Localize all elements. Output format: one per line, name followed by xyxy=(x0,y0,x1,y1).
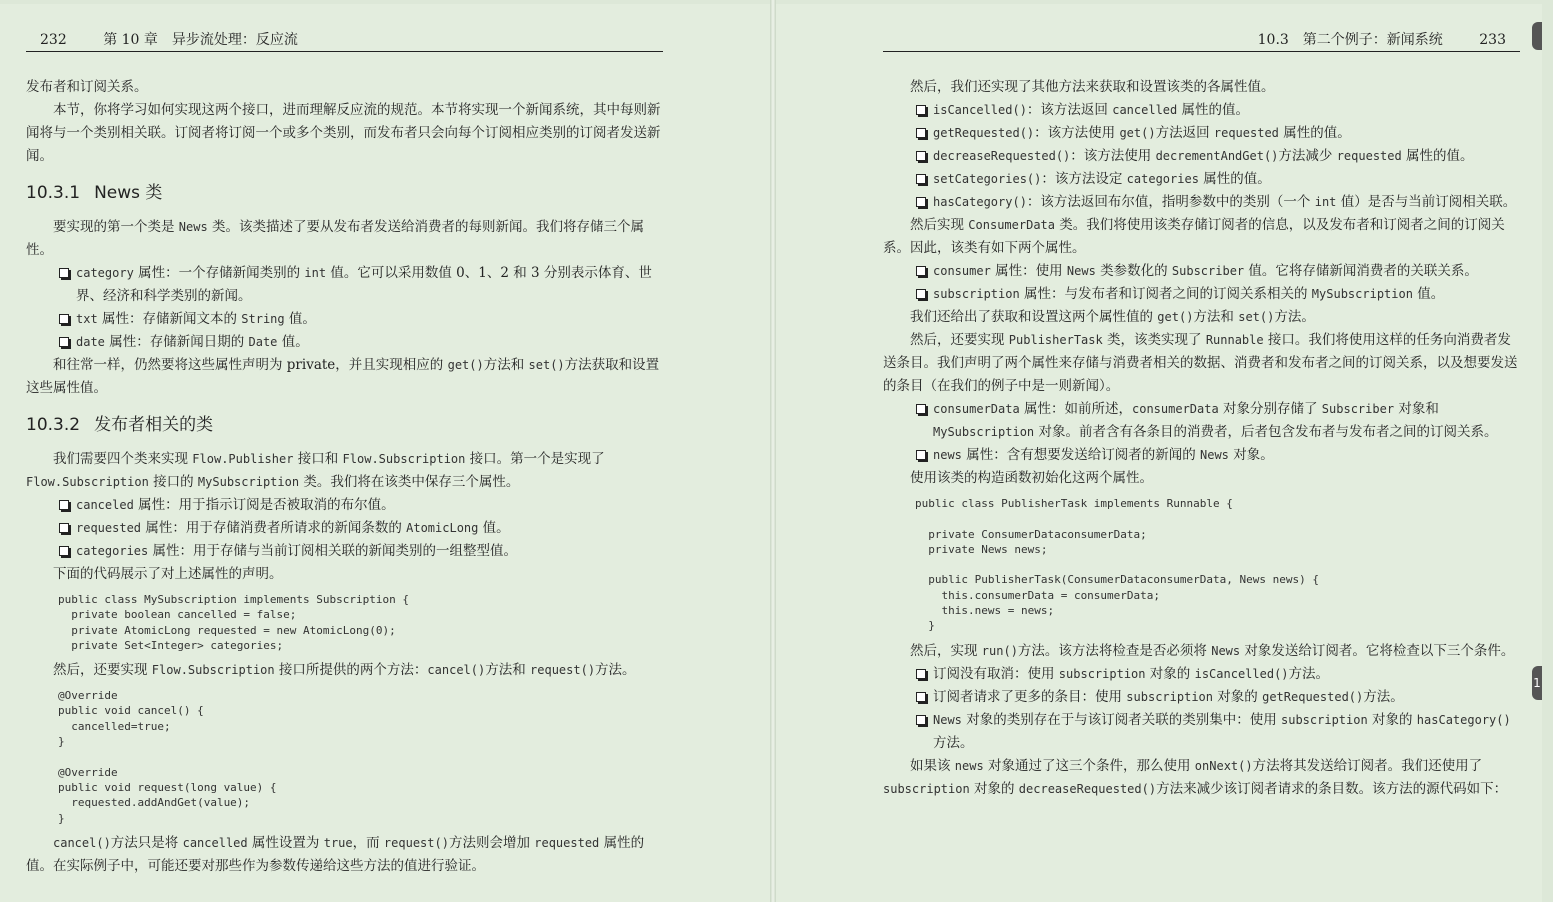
inline-code: MySubscription xyxy=(933,425,1035,439)
inline-code: PublisherTask xyxy=(1008,333,1103,347)
inline-code: categories xyxy=(1126,172,1199,186)
bullet-item: getRequested()：该方法使用 get()方法返回 requested 属性的值。 xyxy=(913,122,1520,145)
inline-code: subscription xyxy=(883,781,970,796)
bullet-item: date 属性：存储新闻日期的 Date 值。 xyxy=(56,331,663,354)
paragraph: 我们需要四个类来实现 Flow.Publisher 接口和 Flow.Subscription 接口。第一个是实现了 Flow.Subscription 接口的 MySubscription 类。我们将在该类中保存三个属性。 xyxy=(26,451,605,490)
code-block: @Override public void cancel() { cancelled=true; } @Override public void request(long value) { requested.addAndGet(value); } xyxy=(58,689,277,825)
bullet-list xyxy=(883,99,1520,214)
section-number: 10.3.1 xyxy=(26,183,81,203)
inline-code: Flow.Publisher xyxy=(192,452,294,466)
section-heading xyxy=(26,412,663,438)
inline-code: canceled xyxy=(76,498,134,512)
bullet-item: decreaseRequested()：该方法使用 decrementAndGet()方法减少 requested 属性的值。 xyxy=(913,145,1520,168)
inline-code: consumerData xyxy=(1132,402,1219,416)
inline-code: Flow.Subscription xyxy=(26,475,149,489)
inline-code: subscription xyxy=(1126,689,1213,704)
inline-code: get() xyxy=(1157,310,1194,324)
bullet-list xyxy=(883,663,1520,755)
inline-code: Runnable xyxy=(1205,333,1264,347)
chapter-title: 第 10 章 异步流处理：反应流 xyxy=(103,32,298,48)
bullet-item: requested 属性：用于存储消费者所请求的新闻条数的 AtomicLong 值。 xyxy=(56,517,663,540)
inline-code: decreaseRequested() xyxy=(1018,781,1157,796)
inline-code: get() xyxy=(447,358,484,372)
inline-code: AtomicLong xyxy=(406,521,479,535)
inline-code: requested xyxy=(1213,126,1279,140)
inline-code: int xyxy=(304,266,327,280)
inline-code: News xyxy=(933,712,962,727)
inline-code: request() xyxy=(530,663,596,678)
inline-code: isCancelled() xyxy=(1194,666,1289,681)
inline-code: cancel() xyxy=(53,835,111,850)
inline-code: News xyxy=(178,220,208,234)
inline-code: Flow.Subscription xyxy=(151,663,275,678)
running-header-left xyxy=(26,30,663,52)
paragraph: 使用该类的构造函数初始化这两个属性。 xyxy=(910,470,1153,486)
paragraph: cancel()方法只是将 cancelled 属性设置为 true，而 request()方法则会增加 requested 属性的值。在实际例子中，可能还要对那些作为参数传递给这些方法的值进行验证。 xyxy=(26,834,645,874)
bullet-item: consumer 属性：使用 News 类参数化的 Subscriber 值。它将存储新闻消费者的关联关系。 xyxy=(913,260,1520,283)
inline-code: cancel() xyxy=(427,663,486,678)
inline-code: set() xyxy=(528,358,565,372)
inline-code: subscription xyxy=(1281,712,1368,727)
inline-code: consumer xyxy=(933,264,991,278)
page-number-right: 233 xyxy=(1479,32,1506,48)
bullet-item: News 对象的类别存在于与该订阅者关联的类别集中：使用 subscription 对象的 hasCategory() 方法。 xyxy=(913,709,1520,755)
inline-code: cancelled xyxy=(182,835,248,850)
inline-code: isCancelled() xyxy=(933,103,1027,117)
page-edge-tab-top[interactable] xyxy=(1532,22,1542,50)
inline-code: requested xyxy=(76,521,142,535)
bullet-item: txt 属性：存储新闻文本的 String 值。 xyxy=(56,308,663,331)
inline-code: news xyxy=(954,758,984,773)
inline-code: requested xyxy=(534,835,600,850)
bullet-item: setCategories()：该方法设定 categories 属性的值。 xyxy=(913,168,1520,191)
paragraph: 本节，你将学习如何实现这两个接口，进而理解反应流的规范。本节将实现一个新闻系统，其中每则新闻将与一个类别相关联。订阅者将订阅一个或多个类别，而发布者只会向每个订阅相应类别的订阅者发送新闻。 xyxy=(26,102,661,164)
page-number-left: 232 xyxy=(40,32,67,48)
bullet-item: 订阅者请求了更多的条目：使用 subscription 对象的 getRequested()方法。 xyxy=(913,686,1520,709)
paragraph: 然后实现 ConsumerData 类。我们将使用该类存储订阅者的信息，以及发布者和订阅者之间的订阅关系。因此，该类有如下两个属性。 xyxy=(883,217,1505,256)
bullet-item: subscription 属性：与发布者和订阅者之间的订阅关系相关的 MySubscription 值。 xyxy=(913,283,1520,306)
inline-code: int xyxy=(1314,195,1337,209)
bullet-item: category 属性：一个存储新闻类别的 int 值。它可以采用数值 0、1、2 和 3 分别表示体育、世界、经济和科学类别的新闻。 xyxy=(56,262,663,308)
inline-code: ConsumerData xyxy=(968,218,1055,232)
inline-code: set() xyxy=(1238,310,1275,324)
page-edge-tab-middle[interactable]: 1 xyxy=(1532,666,1542,700)
inline-code: MySubscription xyxy=(1311,287,1413,301)
inline-code: Subscriber xyxy=(1171,264,1245,278)
left-page xyxy=(0,4,770,902)
bullet-item: canceled 属性：用于指示订阅是否被取消的布尔值。 xyxy=(56,494,663,517)
inline-code: subscription xyxy=(933,287,1020,301)
inline-code: News xyxy=(1200,448,1229,462)
paragraph: 然后，实现 run()方法。该方法将检查是否必须将 News 对象发送给订阅者。它将检查以下三个条件。 xyxy=(910,642,1515,659)
inline-code: hasCategory() xyxy=(1416,712,1511,727)
inline-code: Date xyxy=(248,335,278,349)
bullet-item: hasCategory()：该方法返回布尔值，指明参数中的类别（一个 int 值）是否与当前订阅相关联。 xyxy=(913,191,1520,214)
section-heading-text: 发布者相关的类 xyxy=(94,415,214,435)
right-page xyxy=(776,4,1542,902)
bullet-list xyxy=(26,262,663,354)
inline-code: getRequested() xyxy=(933,126,1035,140)
inline-code: consumerData xyxy=(933,402,1020,416)
inline-code: Subscriber xyxy=(1321,402,1395,416)
code-block: public class PublisherTask implements Runnable { private ConsumerDataconsumerData; private News news; public PublisherTask(ConsumerDataconsumerData, News news) { this.consumerData = consumerData; this.news = news; } xyxy=(915,497,1319,633)
left-page-body xyxy=(26,76,663,878)
inline-code: date xyxy=(76,335,105,349)
inline-code: onNext() xyxy=(1194,758,1253,773)
code-block: public class MySubscription implements Subscription { private boolean cancelled = false; private AtomicLong requested = new AtomicLong(0); private Set<Integer> categories; xyxy=(58,593,409,652)
paragraph: 要实现的第一个类是 News 类。该类描述了要从发布者发送给消费者的每则新闻。我们将存储三个属性。 xyxy=(26,219,644,258)
paragraph: 然后，还要实现 PublisherTask 类，该类实现了 Runnable 接口。我们将使用这样的任务向消费者发送条目。我们声明了两个属性来存储与消费者相关的数据、消费者和发布者之间的订阅关系，以及想要发送的条目（在我们的例子中是一则新闻）。 xyxy=(883,332,1518,394)
inline-code: getRequested() xyxy=(1262,689,1364,704)
paragraph: 下面的代码展示了对上述属性的声明。 xyxy=(53,566,283,582)
inline-code: categories xyxy=(76,544,149,558)
section-heading-text: News 类 xyxy=(94,183,163,203)
inline-code: hasCategory() xyxy=(933,195,1027,209)
bullet-item: isCancelled()：该方法返回 cancelled 属性的值。 xyxy=(913,99,1520,122)
inline-code: Flow.Subscription xyxy=(342,452,466,466)
bullet-item: consumerData 属性：如前所述，consumerData 对象分别存储了 Subscriber 对象和 MySubscription 对象。前者含有各条目的消费者，后者包含发布者与发布者之间的订阅关系。 xyxy=(913,398,1520,444)
paragraph: 如果该 news 对象通过了这三个条件，那么使用 onNext()方法将其发送给订阅者。我们还使用了 subscription 对象的 decreaseRequested()方法来减少该订阅者请求的条目数。该方法的源代码如下： xyxy=(883,757,1508,797)
running-header-right xyxy=(883,30,1520,52)
inline-code: requested xyxy=(1336,149,1402,163)
inline-code: String xyxy=(241,312,285,326)
bullet-item: news 属性：含有想要发送给订阅者的新闻的 News 对象。 xyxy=(913,444,1520,467)
paragraph: 我们还给出了获取和设置这两个属性值的 get()方法和 set()方法。 xyxy=(910,309,1315,325)
inline-code: request() xyxy=(383,835,449,850)
inline-code: decrementAndGet() xyxy=(1155,149,1279,163)
inline-code: MySubscription xyxy=(197,475,300,489)
paragraph: 和往常一样，仍然要将这些属性声明为 private，并且实现相应的 get()方法和 set()方法获取和设置这些属性值。 xyxy=(26,357,660,396)
right-page-body xyxy=(883,76,1520,801)
inline-code: cancelled xyxy=(1112,103,1178,117)
inline-code: subscription xyxy=(1058,666,1146,681)
inline-code: decreaseRequested() xyxy=(933,149,1071,163)
paragraph: 发布者和订阅关系。 xyxy=(26,79,148,95)
bullet-list xyxy=(883,398,1520,467)
bullet-list xyxy=(883,260,1520,306)
section-number: 10.3.2 xyxy=(26,415,81,435)
inline-code: category xyxy=(76,266,134,280)
inline-code: News xyxy=(1211,643,1241,658)
paragraph: 然后，还要实现 Flow.Subscription 接口所提供的两个方法：cancel()方法和 request()方法。 xyxy=(53,662,636,679)
inline-code: txt xyxy=(76,312,98,326)
section-heading xyxy=(26,180,663,206)
bullet-list xyxy=(26,494,663,563)
inline-code: true xyxy=(323,835,353,850)
section-title: 10.3 第二个例子：新闻系统 xyxy=(1257,32,1443,48)
bullet-item: 订阅没有取消：使用 subscription 对象的 isCancelled()方法。 xyxy=(913,663,1520,686)
paragraph: 然后，我们还实现了其他方法来获取和设置该类的各属性值。 xyxy=(910,79,1275,95)
bullet-item: categories 属性：用于存储与当前订阅相关联的新闻类别的一组整型值。 xyxy=(56,540,663,563)
inline-code: news xyxy=(933,448,962,462)
inline-code: setCategories() xyxy=(933,172,1042,186)
inline-code: News xyxy=(1066,264,1096,278)
inline-code: get() xyxy=(1119,126,1156,140)
inline-code: run() xyxy=(981,643,1018,658)
